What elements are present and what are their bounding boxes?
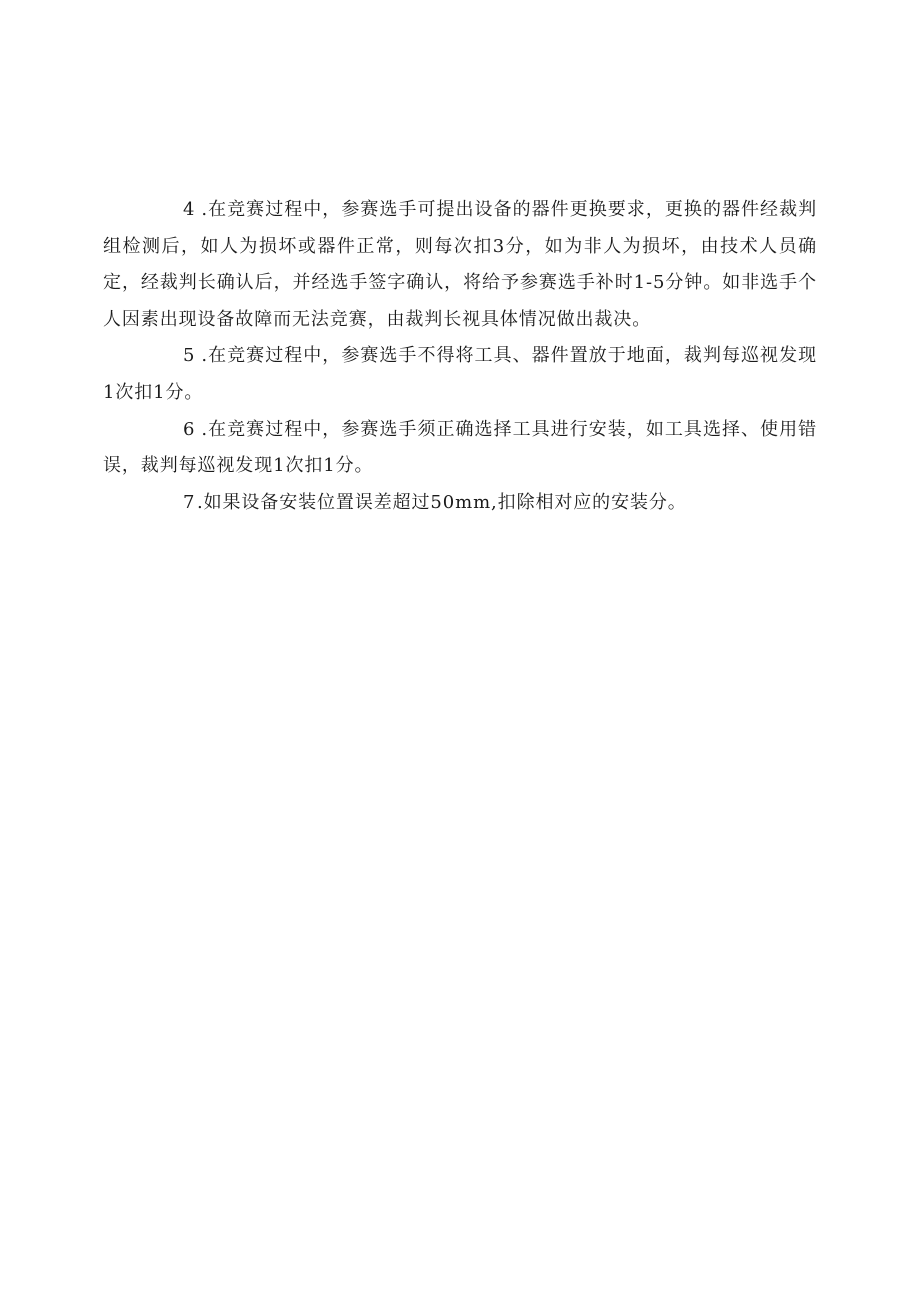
rule-number: 4 [183, 199, 196, 220]
rule-item-5 [103, 338, 817, 411]
rule-number: 7 [183, 491, 196, 513]
rule-text: .如果设备安装位置误差超过50mm,扣除相对应的安装分。 [197, 491, 687, 513]
rule-number: 6 [183, 418, 196, 440]
rules-list [103, 192, 817, 521]
rule-item-7 [103, 485, 817, 522]
rule-item-6 [103, 412, 817, 485]
rule-text: .在竞赛过程中，参赛选手须正确选择工具进行安装，如工具选择、使用错误，裁判每巡视发现1次扣1分。 [103, 418, 817, 477]
rule-item-4 [103, 192, 817, 338]
rule-text: .在竞赛过程中，参赛选手不得将工具、器件置放于地面，裁判每巡视发现1次扣1分。 [103, 345, 817, 403]
rule-text: .在竞赛过程中，参赛选手可提出设备的器件更换要求，更换的器件经裁判组检测后，如人为损坏或器件正常，则每次扣3分，如为非人为损坏，由技术人员确定，经裁判长确认后，并经选手签字确认，将给予参赛选手补时1-5分钟。如非选手个人因素出现设备故障而无法竞赛，由裁判长视具体情况做出裁决。 [103, 199, 817, 330]
rule-number: 5 [183, 345, 196, 367]
